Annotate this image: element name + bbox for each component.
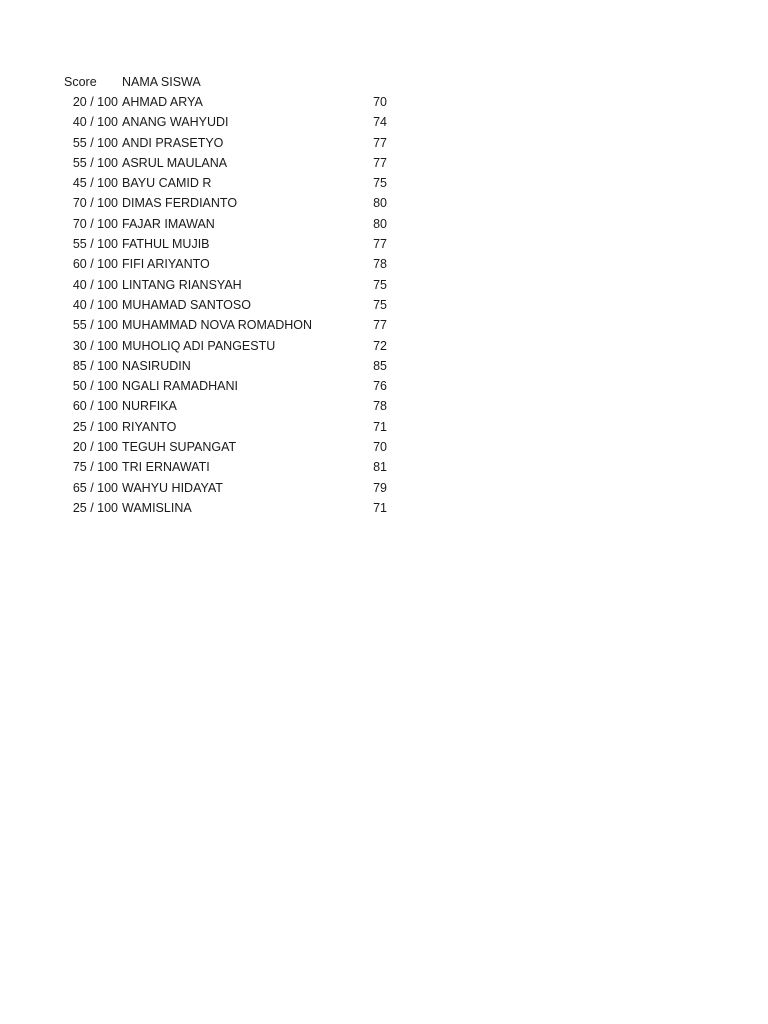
table-row [0,194,420,214]
score-cell: 20 / 100 [72,440,118,455]
table-row [0,113,420,133]
table-header [0,73,420,91]
value-cell: 78 [373,257,387,272]
table-row [0,215,420,235]
value-cell: 77 [373,155,387,170]
value-cell: 71 [373,500,387,515]
name-cell: WAHYU HIDAYAT [122,480,223,495]
score-cell: 60 / 100 [72,399,118,414]
name-cell: ASRUL MAULANA [122,155,228,170]
table-row [0,397,420,417]
table-row [0,316,420,336]
score-cell: 75 / 100 [72,460,118,475]
score-cell: 25 / 100 [72,500,118,515]
value-cell: 75 [373,277,387,292]
table-row [0,93,420,113]
name-cell: MUHOLIQ ADI PANGESTU [122,338,276,353]
value-cell: 85 [373,358,387,373]
name-cell: FATHUL MUJIB [122,237,210,252]
score-cell: 85 / 100 [72,358,118,373]
score-cell: 40 / 100 [72,277,118,292]
value-cell: 70 [373,95,387,109]
value-cell: 74 [373,115,387,130]
name-cell: WAMISLINA [122,500,192,515]
value-cell: 80 [373,216,387,231]
score-cell: 65 / 100 [72,480,118,495]
name-cell: FAJAR IMAWAN [122,216,215,231]
score-cell: 55 / 100 [72,135,118,150]
score-cell: 50 / 100 [72,379,118,394]
table-row [0,255,420,275]
score-cell: 70 / 100 [72,216,118,231]
score-cell: 30 / 100 [72,338,118,353]
score-cell: 70 / 100 [72,196,118,211]
table-row [0,438,420,458]
table-row [0,479,420,499]
name-cell: TEGUH SUPANGAT [122,440,237,455]
table-row [0,418,420,438]
name-cell: RIYANTO [122,419,177,434]
name-cell: NASIRUDIN [122,358,191,373]
value-cell: 77 [373,237,387,252]
table-row [0,357,420,377]
value-cell: 76 [373,379,387,394]
name-cell: MUHAMMAD NOVA ROMADHON [122,318,313,333]
table-row [0,276,420,296]
table-row [0,296,420,316]
value-cell: 75 [373,297,387,312]
table-row [0,499,420,519]
header-name: NAMA SISWA [122,75,201,89]
name-cell: FIFI ARIYANTO [122,257,210,272]
name-cell: LINTANG RIANSYAH [122,277,242,292]
table-row [0,377,420,397]
score-cell: 40 / 100 [72,297,118,312]
name-cell: BAYU CAMID R [122,176,212,191]
score-cell: 20 / 100 [72,95,118,109]
score-cell: 55 / 100 [72,237,118,252]
table-row [0,154,420,174]
value-cell: 80 [373,196,387,211]
value-cell: 71 [373,419,387,434]
score-cell: 45 / 100 [72,176,118,191]
name-cell: DIMAS FERDIANTO [122,196,238,211]
name-cell: NGALI RAMADHANI [122,379,238,394]
score-cell: 40 / 100 [72,115,118,130]
value-cell: 70 [373,440,387,455]
value-cell: 72 [373,338,387,353]
table-row [0,174,420,194]
name-cell: AHMAD ARYA [122,95,203,109]
score-cell: 60 / 100 [72,257,118,272]
value-cell: 81 [373,460,387,475]
table-row [0,337,420,357]
value-cell: 79 [373,480,387,495]
score-cell: 25 / 100 [72,419,118,434]
header-score: Score [64,75,97,89]
table-row [0,458,420,478]
name-cell: TRI ERNAWATI [122,460,210,475]
table-row [0,235,420,255]
score-cell: 55 / 100 [72,318,118,333]
table-body [0,93,420,519]
name-cell: ANANG WAHYUDI [122,115,229,130]
value-cell: 78 [373,399,387,414]
value-cell: 77 [373,318,387,333]
name-cell: NURFIKA [122,399,177,414]
value-cell: 77 [373,135,387,150]
value-cell: 75 [373,176,387,191]
score-cell: 55 / 100 [72,155,118,170]
name-cell: MUHAMAD SANTOSO [122,297,251,312]
name-cell: ANDI PRASETYO [122,135,224,150]
table-row [0,134,420,154]
